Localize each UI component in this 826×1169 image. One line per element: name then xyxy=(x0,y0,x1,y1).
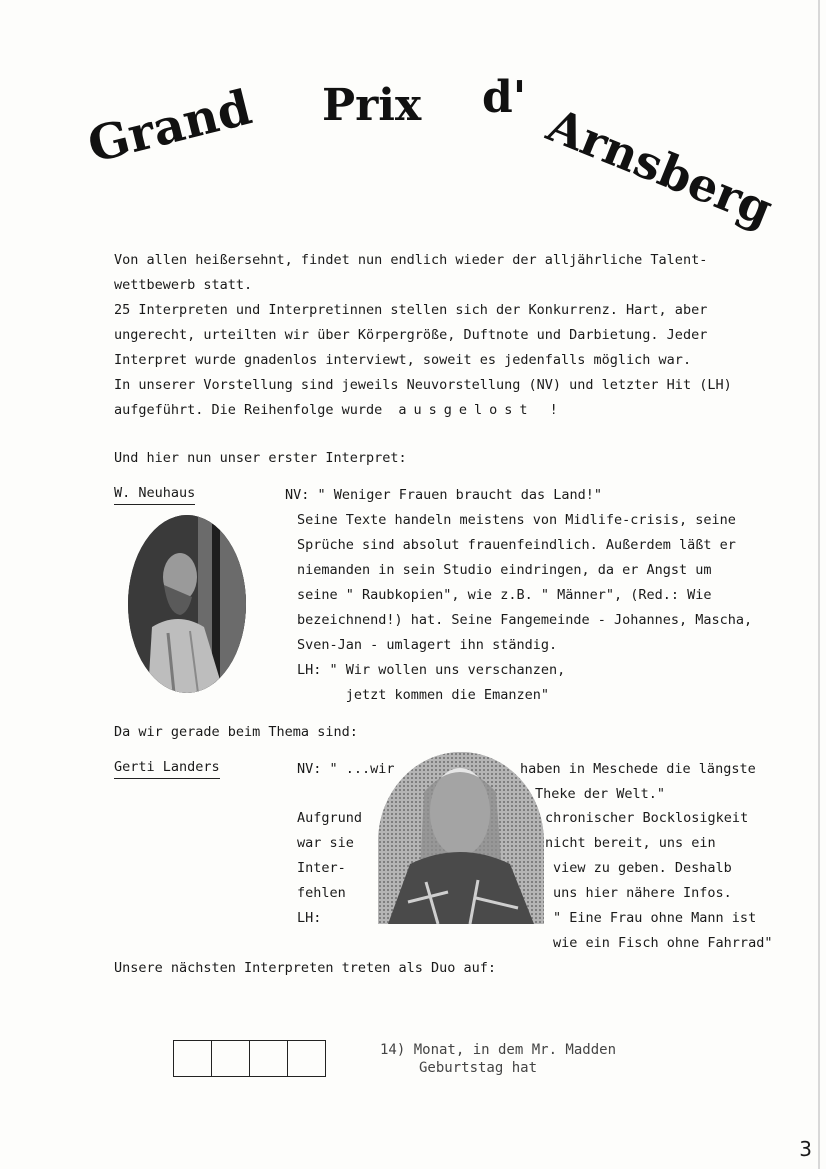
crossword-cell xyxy=(211,1040,249,1077)
artist1-line: Sven-Jan - umlagert ihn ständig. xyxy=(297,637,558,653)
lead-duo: Unsere nächsten Interpreten treten als Duo auf: xyxy=(114,960,497,976)
crossword-cell xyxy=(249,1040,287,1077)
intro-line: ungerecht, urteilten wir über Körpergröße, Duftnote und Darbietung. Jeder xyxy=(114,327,708,343)
artist2-right-line: nicht bereit, uns ein xyxy=(545,835,716,851)
lead-first-interpret: Und hier nun unser erster Interpret: xyxy=(114,450,407,466)
artist2-right-line: uns hier nähere Infos. xyxy=(553,885,732,901)
crossword-clue-line: Geburtstag hat xyxy=(419,1060,538,1076)
title-word-grand: Grand xyxy=(82,79,257,174)
artist2-right-line: " Eine Frau ohne Mann ist xyxy=(553,910,757,926)
artist1-line: bezeichnend!) hat. Seine Fangemeinde - Johannes, Mascha, xyxy=(297,612,753,628)
artist1-name: W. Neuhaus xyxy=(114,483,195,505)
intro-line: In unserer Vorstellung sind jeweils Neuvorstellung (NV) und letzter Hit (LH) xyxy=(114,377,732,393)
lead-theme: Da wir gerade beim Thema sind: xyxy=(114,724,358,740)
title-word-arnsberg: Arnsberg xyxy=(540,97,781,237)
artist1-photo xyxy=(128,515,246,693)
artist2-left-line: war sie xyxy=(297,835,354,851)
intro-last-prefix: aufgeführt. Die Reihenfolge wurde xyxy=(114,402,383,418)
artist2-left-line: Aufgrund xyxy=(297,810,363,826)
intro-last-spaced: ausgelost ! xyxy=(398,402,565,418)
artist2-right-line: wie ein Fisch ohne Fahrrad" xyxy=(553,935,773,951)
artist2-left-line: NV: " ...wir xyxy=(297,761,395,777)
page-edge-shadow xyxy=(818,0,820,1169)
artist2-left-line: LH: xyxy=(297,910,322,926)
artist2-right-line: haben in Meschede die längste xyxy=(520,761,756,777)
artist1-line: seine " Raubkopien", wie z.B. " Männer", (Red.: Wie xyxy=(297,587,712,603)
intro-line: 25 Interpreten und Interpretinnen stellen sich der Konkurrenz. Hart, aber xyxy=(114,302,708,318)
artist1-line: NV: " Weniger Frauen braucht das Land!" xyxy=(285,487,602,503)
artist2-right-line: chronischer Bocklosigkeit xyxy=(545,810,749,826)
artist1-line: Seine Texte handeln meistens von Midlife-crisis, seine xyxy=(297,512,736,528)
intro-line xyxy=(114,398,565,423)
page-number: 3 xyxy=(799,1137,812,1161)
title-word-d: d' xyxy=(482,72,527,123)
artist2-right-line: Theke der Welt." xyxy=(535,786,666,802)
title-word-prix: Prix xyxy=(322,80,422,131)
intro-line: wettbewerb statt. xyxy=(114,277,253,293)
artist1-line: jetzt kommen die Emanzen" xyxy=(297,687,549,703)
artist2-name: Gerti Landers xyxy=(114,757,220,779)
artist1-line: niemanden in sein Studio eindringen, da er Angst um xyxy=(297,562,712,578)
artist2-left-line: Inter- xyxy=(297,860,346,876)
artist1-line: Sprüche sind absolut frauenfeindlich. Außerdem läßt er xyxy=(297,537,736,553)
intro-line: Von allen heißersehnt, findet nun endlich wieder der alljährliche Talent- xyxy=(114,252,708,268)
crossword-clue-line: 14) Monat, in dem Mr. Madden xyxy=(380,1042,617,1058)
artist2-left-line: fehlen xyxy=(297,885,346,901)
crossword-answer-boxes xyxy=(173,1040,326,1077)
artist1-photo-image xyxy=(128,515,246,693)
artist1-line: LH: " Wir wollen uns verschanzen, xyxy=(297,662,566,678)
artist2-right-line: view zu geben. Deshalb xyxy=(553,860,732,876)
crossword-cell xyxy=(173,1040,211,1077)
crossword-cell xyxy=(287,1040,326,1077)
intro-line: Interpret wurde gnadenlos interviewt, soweit es jedenfalls möglich war. xyxy=(114,352,692,368)
